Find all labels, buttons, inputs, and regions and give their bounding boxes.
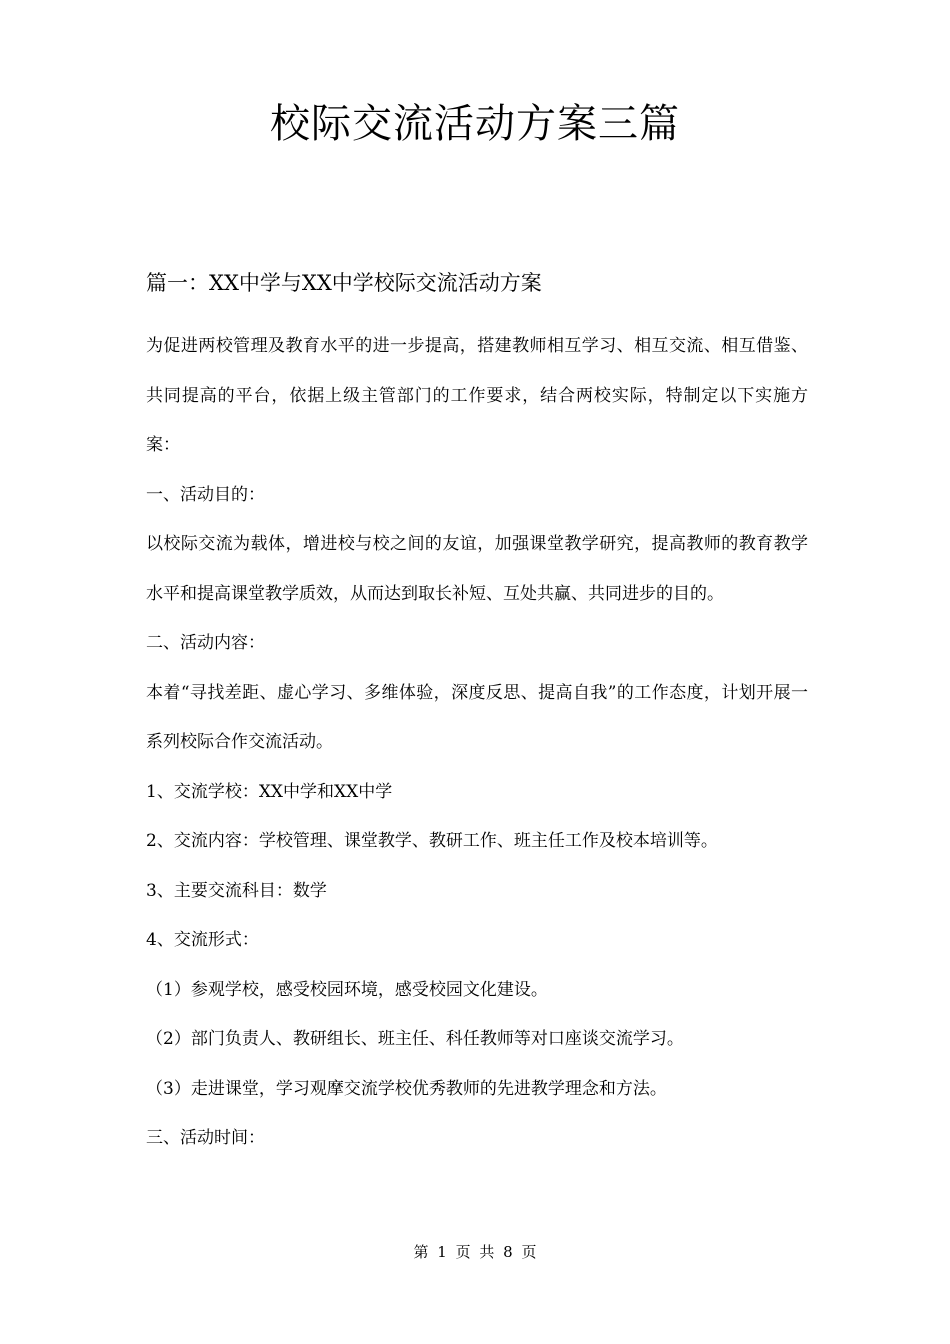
document-body	[146, 322, 808, 1164]
section-title: 篇一：XX中学与XX中学校际交流活动方案	[146, 271, 542, 295]
intro-paragraph: 为促进两校管理及教育水平的进一步提高，搭建教师相互学习、相互交流、相互借鉴、共同提高的平台，依据上级主管部门的工作要求，结合两校实际，特制定以下实施方案：	[146, 336, 808, 455]
heading-activity-time: 三、活动时间：	[146, 1128, 265, 1148]
page-number-footer: 第 1 页 共 8 页	[413, 1243, 537, 1261]
list-item-main-subject: 3、主要交流科目：数学	[146, 880, 327, 901]
sub-item-visit-school: （1）参观学校，感受校园环境，感受校园文化建设。	[146, 979, 548, 1000]
heading-activity-purpose: 一、活动目的：	[146, 484, 265, 505]
content-paragraph: 本着“寻找差距、虚心学习、多维体验，深度反思、提高自我”的工作态度，计划开展一系列校际合作交流活动。	[146, 682, 808, 752]
purpose-paragraph: 以校际交流为载体，增进校与校之间的友谊，加强课堂教学研究，提高教师的教育教学水平和提高课堂教学质效，从而达到取长补短、互处共赢、共同进步的目的。	[146, 534, 808, 604]
sub-item-classroom-observation: （3）走进课堂，学习观摩交流学校优秀教师的先进教学理念和方法。	[146, 1078, 667, 1099]
sub-item-symposium: （2）部门负责人、教研组长、班主任、科任教师等对口座谈交流学习。	[146, 1029, 684, 1049]
list-item-exchange-form: 4、交流形式：	[146, 930, 259, 950]
heading-activity-content: 二、活动内容：	[146, 633, 265, 653]
document-title: 校际交流活动方案三篇	[270, 101, 680, 147]
list-item-exchange-schools: 1、交流学校：XX中学和XX中学	[146, 781, 393, 802]
list-item-exchange-content: 2、交流内容：学校管理、课堂教学、教研工作、班主任工作及校本培训等。	[146, 831, 718, 851]
